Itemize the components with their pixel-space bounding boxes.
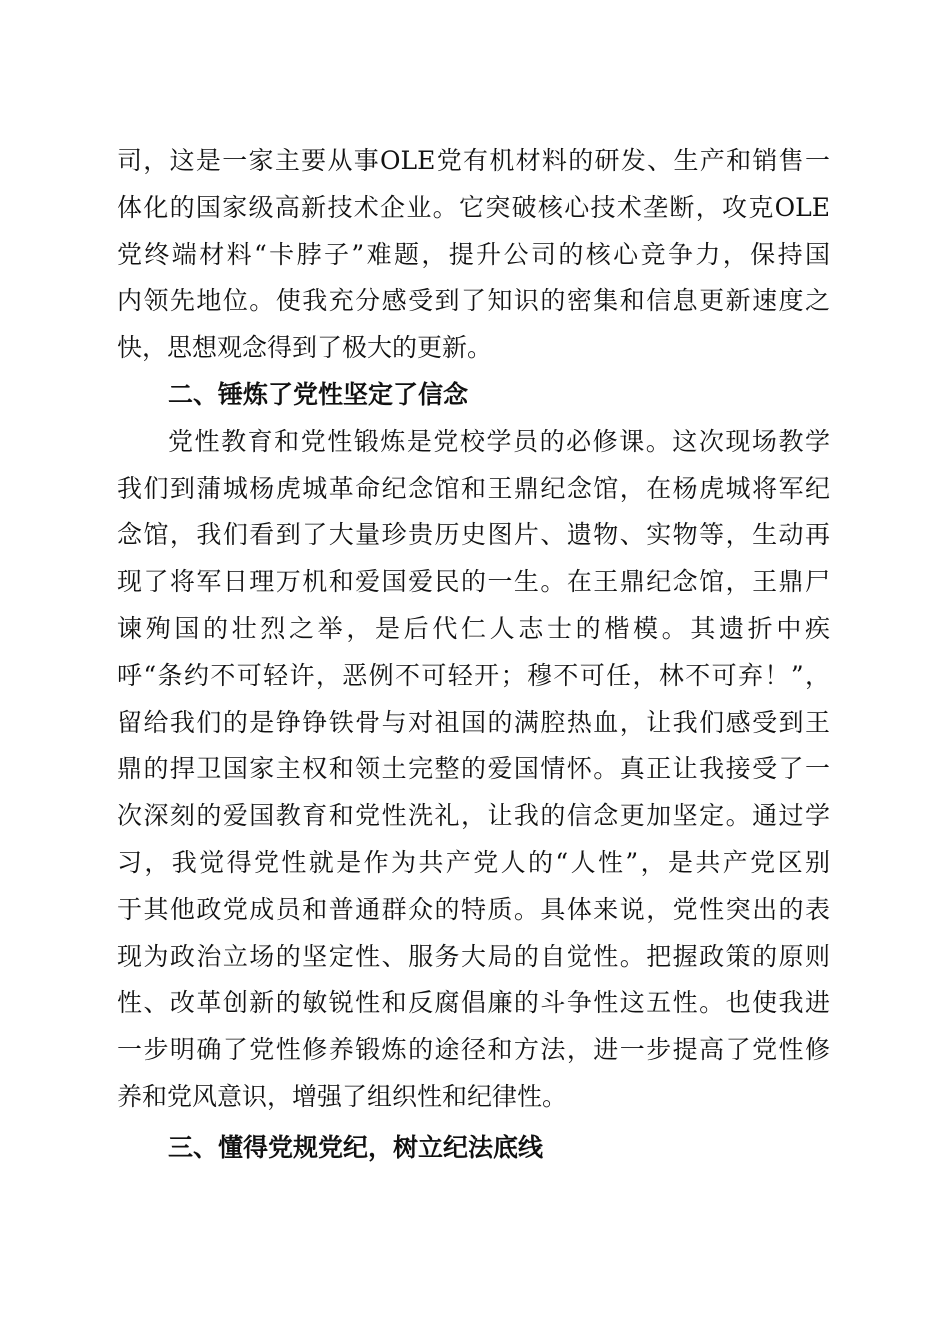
section-heading-2: 二、锤炼了党性坚定了信念 [168,379,469,409]
paragraph-line: 司，这是一家主要从事OLE党有机材料的研发、生产和销售一 [117,146,830,175]
paragraph-line: 鼎的捍卫国家主权和领土完整的爱国情怀。真正让我接受了一 [117,754,830,784]
paragraph-line: 党终端材料“卡脖子”难题，提升公司的核心竞争力，保持国 [117,239,830,269]
paragraph-line: 一步明确了党性修养锻炼的途径和方法，进一步提高了党性修 [117,1035,830,1065]
section-heading-3: 三、懂得党规党纪，树立纪法底线 [168,1132,544,1162]
paragraph-line: 养和党风意识，增强了组织性和纪律性。 [117,1081,568,1111]
paragraph-company [117,138,830,372]
paragraph-line: 念馆，我们看到了大量珍贵历史图片、遗物、实物等，生动再 [117,520,830,550]
paragraph-line: 体化的国家级高新技术企业。它突破核心技术垄断，攻克OLE [117,192,830,222]
paragraph-line: 呼“条约不可轻许，恶例不可轻开；穆不可任，林不可弃！”， [117,660,830,690]
paragraph-line: 留给我们的是铮铮铁骨与对祖国的满腔热血，让我们感受到王 [117,707,830,737]
paragraph-line: 我们到蒲城杨虎城革命纪念馆和王鼎纪念馆，在杨虎城将军纪 [117,473,830,503]
paragraph-line: 于其他政党成员和普通群众的特质。具体来说，党性突出的表 [117,894,830,924]
document-body [117,138,830,1172]
paragraph-line: 性、改革创新的敏锐性和反腐倡廉的斗争性这五性。也使我进 [117,988,830,1018]
paragraph-line: 党性教育和党性锻炼是党校学员的必修课。这次现场教学 [168,426,830,456]
paragraph-line: 谏殉国的壮烈之举，是后代仁人志士的楷模。其遗折中疾 [117,613,830,643]
paragraph-line: 内领先地位。使我充分感受到了知识的密集和信息更新速度之 [117,286,830,316]
paragraph-line: 现了将军日理万机和爱国爱民的一生。在王鼎纪念馆，王鼎尸 [117,567,830,597]
paragraph-party-spirit [117,419,830,1121]
paragraph-line: 快，思想观念得到了极大的更新。 [117,333,493,363]
paragraph-line: 习，我觉得党性就是作为共产党人的“人性”，是共产党区别 [117,847,830,877]
paragraph-line: 现为政治立场的坚定性、服务大局的自觉性。把握政策的原则 [117,941,830,971]
paragraph-line: 次深刻的爱国教育和党性洗礼，让我的信念更加坚定。通过学 [117,801,830,831]
